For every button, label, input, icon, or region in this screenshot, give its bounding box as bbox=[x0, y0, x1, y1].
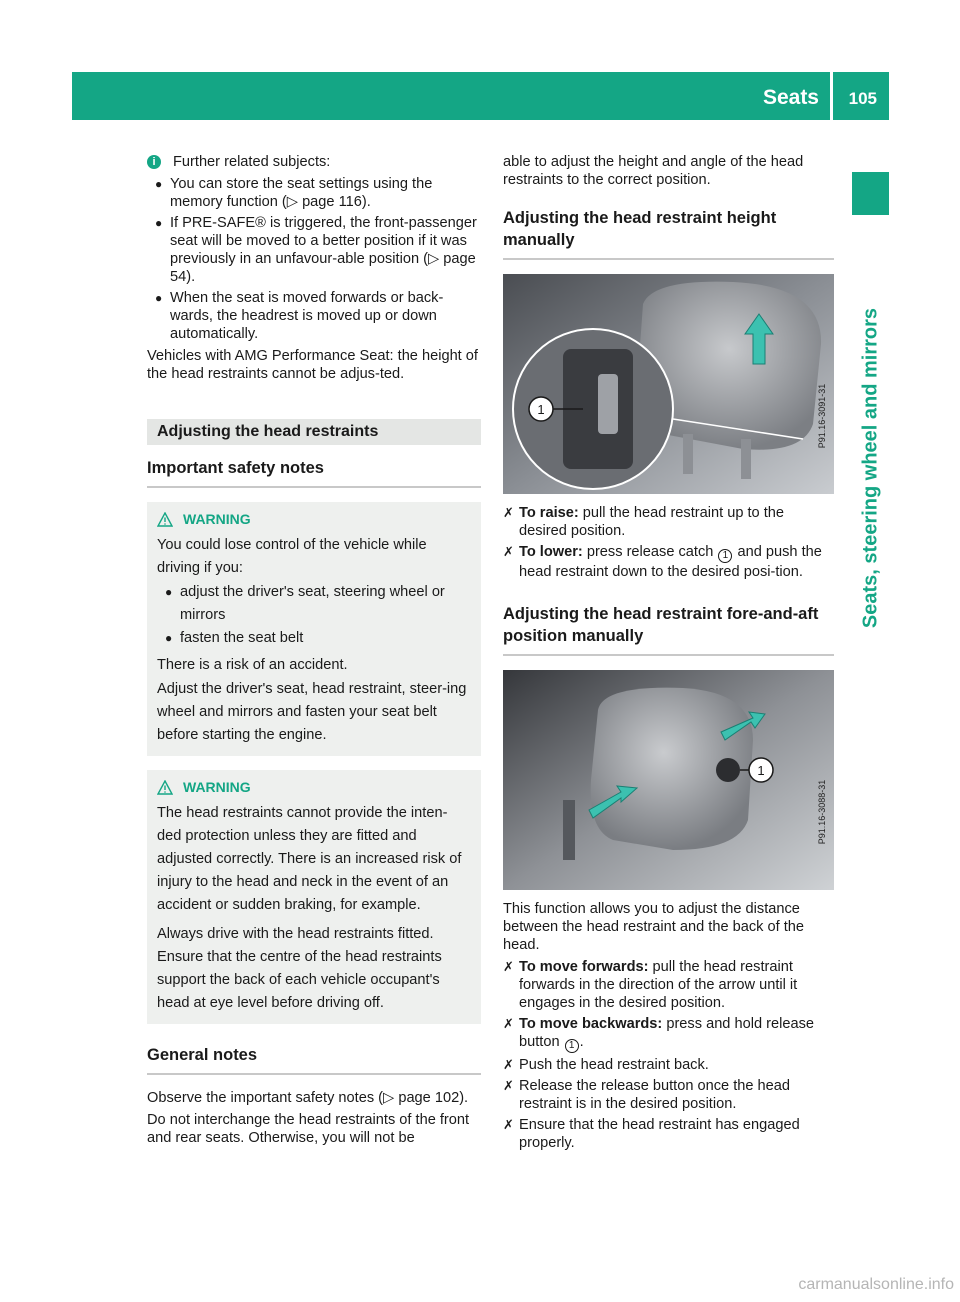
foreaft-illustration bbox=[503, 670, 834, 890]
general-note-2: Do not interchange the head restraints of the front and rear seats. Otherwise, you will not be bbox=[147, 1112, 470, 1146]
list-item: ✗ Release the release button once the head restraint is in the desired position. bbox=[503, 1078, 790, 1112]
list-item: ● You can store the seat settings using the memory function (▷ page 116). bbox=[155, 176, 433, 210]
list-item: ✗ To lower: press release catch 1 and push the head restraint down to the desired posi-tion. bbox=[503, 544, 822, 580]
warning-text: The head restraints cannot provide the inten-ded protection unless they are fitted and adjusted correctly. There is an increased risk of injury to the head and neck in the event of an accident or sudden braking, for example. bbox=[157, 805, 462, 913]
watermark-link[interactable]: carmanualsonline.info bbox=[798, 1276, 954, 1293]
warning-risk: There is a risk of an accident. bbox=[157, 657, 348, 673]
list-item: ✗ To move forwards: pull the head restraint forwards in the direction of the arrow until it engages in the desired position. bbox=[503, 959, 798, 1011]
list-item: ● When the seat is moved forwards or back-wards, the headrest is moved up or down automatically. bbox=[155, 290, 444, 342]
info-note bbox=[147, 153, 481, 171]
warning-label: WARNING bbox=[183, 511, 251, 527]
step-arrow-icon: ✗ bbox=[503, 1117, 514, 1132]
callout-marker-inline: 1 bbox=[718, 549, 732, 563]
amg-note: Vehicles with AMG Performance Seat: the height of the head restraints cannot be adjus-ted. bbox=[147, 348, 478, 382]
step-arrow-icon: ✗ bbox=[503, 544, 514, 559]
foreaft-steps bbox=[503, 958, 834, 1152]
general-notes-heading: General notes bbox=[147, 1044, 481, 1075]
step-arrow-icon: ✗ bbox=[503, 1057, 514, 1072]
list-item: ✗ To move backwards: press and hold release button 1 . bbox=[503, 1016, 814, 1051]
step-arrow-icon: ✗ bbox=[503, 505, 514, 520]
warning-triangle-icon bbox=[157, 780, 173, 795]
page-header-bar bbox=[72, 72, 889, 120]
safety-notes-heading: Important safety notes bbox=[147, 457, 481, 488]
foreaft-heading: Adjusting the head restraint fore-and-aft position manually bbox=[503, 603, 834, 656]
section-title: Adjusting the head restraints bbox=[147, 419, 481, 445]
step-arrow-icon: ✗ bbox=[503, 1016, 514, 1031]
callout-marker-1: 1 bbox=[537, 402, 545, 417]
image-code: P91.16-3091-31 bbox=[817, 383, 827, 449]
side-tab-marker bbox=[852, 172, 889, 215]
warning-triangle-icon bbox=[157, 512, 173, 527]
warning-intro: You could lose control of the vehicle while driving if you: bbox=[157, 537, 427, 576]
continuation-text: able to adjust the height and angle of the head restraints to the correct position. bbox=[503, 154, 804, 188]
list-item: ✗ Ensure that the head restraint has engaged properly. bbox=[503, 1117, 800, 1151]
callout-marker-1: 1 bbox=[757, 763, 765, 778]
warning-header bbox=[157, 778, 471, 796]
info-icon: i bbox=[147, 155, 161, 169]
header-divider bbox=[830, 72, 833, 120]
list-item: ● adjust the driver's seat, steering wheel or mirrors bbox=[165, 584, 445, 623]
step-arrow-icon: ✗ bbox=[503, 1078, 514, 1093]
head-restraint-foreaft-photo bbox=[503, 670, 834, 890]
left-column bbox=[147, 153, 481, 1151]
list-item: ● If PRE-SAFE® is triggered, the front-passenger seat will be moved to a better position if it was previously in an unfavour-able position (▷ page 54). bbox=[155, 215, 477, 285]
info-text: Further related subjects: bbox=[173, 154, 331, 170]
image-code: P91.16-3088-31 bbox=[817, 779, 827, 845]
warning-box-2 bbox=[147, 770, 481, 1024]
side-chapter-text: Seats, steering wheel and mirrors bbox=[859, 307, 881, 628]
side-chapter-label bbox=[852, 225, 889, 710]
list-item: ● fasten the seat belt bbox=[165, 630, 304, 646]
warning-label: WARNING bbox=[183, 779, 251, 795]
general-note-1: Observe the important safety notes (▷ page 102). bbox=[147, 1090, 469, 1106]
height-illustration bbox=[503, 274, 834, 494]
height-heading: Adjusting the head restraint height manually bbox=[503, 207, 834, 260]
list-item: ✗ To raise: pull the head restraint up to the desired position. bbox=[503, 505, 785, 539]
page-number: 105 bbox=[848, 89, 877, 108]
callout-marker-inline: 1 bbox=[565, 1039, 579, 1053]
head-restraint-height-photo bbox=[503, 274, 834, 494]
warning-header bbox=[157, 510, 471, 528]
warning-box-1 bbox=[147, 502, 481, 756]
warning-text: Always drive with the head restraints fitted. Ensure that the centre of the head restraints support the back of each vehicle occupant's head at eye level before driving off. bbox=[157, 926, 442, 1011]
foreaft-intro: This function allows you to adjust the distance between the head restraint and the back of the head. bbox=[503, 901, 805, 953]
right-column bbox=[503, 153, 834, 1156]
step-arrow-icon: ✗ bbox=[503, 959, 514, 974]
chapter-title: Seats bbox=[762, 86, 819, 109]
warning-action: Adjust the driver's seat, head restraint, steer-ing wheel and mirrors and fasten your seat belt before starting the engine. bbox=[157, 681, 467, 743]
height-steps bbox=[503, 504, 834, 581]
warning-bullet-list bbox=[165, 581, 471, 650]
list-item: ✗ Push the head restraint back. bbox=[503, 1057, 709, 1073]
info-bullet-list bbox=[155, 175, 481, 343]
